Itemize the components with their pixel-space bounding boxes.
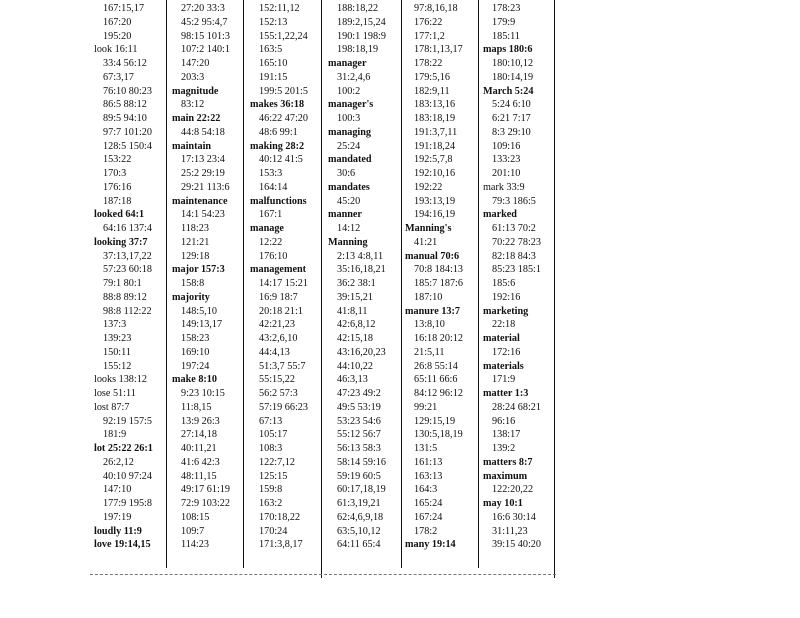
index-term: matters 8:7	[483, 456, 533, 468]
index-locator-line: 197:19	[103, 511, 132, 523]
index-term: manager's	[328, 99, 374, 111]
index-locator-line: 164:14	[259, 181, 288, 193]
index-locator-line: 60:17,18,19	[337, 484, 386, 496]
index-locator-line: 79:3 186:5	[492, 195, 536, 207]
index-term: mark 33:9	[483, 181, 525, 193]
index-locator-line: 43:16,20,23	[337, 346, 386, 358]
index-term: magnitude	[172, 85, 219, 97]
index-locator-line: 49:5 53:19	[337, 401, 381, 413]
index-locator-line: 64:16 137:4	[103, 223, 152, 234]
index-locator-line: 26:2,12	[103, 456, 134, 468]
index-locator-line: 147:20	[181, 58, 210, 69]
index-locator-line: 153:22	[103, 154, 132, 166]
index-locator-line: 100:2	[337, 85, 361, 97]
index-locator-line: 193:13,19	[414, 195, 456, 207]
index-term: major 157:3	[172, 264, 225, 276]
index-locator-line: 31:2,4,6	[337, 71, 371, 83]
index-term: looks 138:12	[94, 374, 147, 386]
index-locator-line: 14:17 15:21	[259, 278, 308, 289]
index-locator-line: 51:3,7 55:7	[259, 360, 306, 372]
index-locator-line: 16:6 30:14	[492, 511, 536, 523]
index-locator-line: 33:4 56:12	[103, 58, 147, 69]
index-term: manure 13:7	[405, 305, 460, 317]
index-locator-line: 152:13	[259, 16, 288, 28]
index-locator-line: 181:9	[103, 429, 127, 441]
index-locator-line: 31:11,23	[492, 525, 528, 537]
index-locator-line: 182:9,11	[414, 85, 450, 97]
index-locator-line: 89:5 94:10	[103, 113, 147, 124]
index-locator-line: 70:8 184:13	[414, 264, 463, 276]
index-locator-line: 2:13 4:8,11	[337, 250, 384, 262]
index-locator-line: 83:12	[181, 99, 205, 111]
index-locator-line: 176:22	[414, 16, 443, 28]
index-locator-line: 36:2 38:1	[337, 278, 376, 289]
index-locator-line: 20:18 21:1	[259, 305, 303, 317]
index-locator-line: 14:12	[337, 223, 361, 234]
index-locator-line: 185:11	[492, 30, 520, 42]
index-locator-line: 172:16	[492, 346, 521, 358]
index-locator-line: 25:2 29:19	[181, 168, 225, 179]
index-locator-line: 41:21	[414, 236, 438, 248]
index-locator-line: 165:24	[414, 498, 443, 509]
index-locator-line: 70:22 78:23	[492, 236, 541, 248]
index-locator-line: 41:6 42:3	[181, 456, 220, 468]
index-term: manner	[328, 209, 362, 221]
index-term: management	[250, 264, 307, 276]
column-divider	[166, 0, 167, 568]
index-locator-line: 180:14,19	[492, 71, 534, 83]
index-locator-line: 122:20,22	[492, 484, 534, 496]
index-locator-line: 30:6	[337, 168, 356, 179]
index-locator-line: 167:20	[103, 16, 132, 28]
index-locator-line: 57:23 60:18	[103, 264, 152, 276]
index-locator-line: 16:9 18:7	[259, 291, 298, 303]
index-locator-line: 55:15,22	[259, 374, 295, 386]
index-term: makes 36:18	[250, 99, 305, 111]
index-locator-line: 155:12	[103, 360, 132, 372]
index-locator-line: 8:3 29:10	[492, 126, 531, 138]
index-locator-line: 129:18	[181, 250, 210, 262]
index-locator-line: 16:18 20:12	[414, 333, 463, 344]
index-locator-line: 176:10	[259, 250, 288, 262]
index-locator-line: 122:7,12	[259, 456, 295, 468]
index-locator-line: 191:18,24	[414, 140, 456, 152]
index-term: make 8:10	[172, 374, 217, 386]
index-term: love 19:14,15	[94, 539, 151, 551]
index-locator-line: 192:22	[414, 181, 443, 193]
index-locator-line: 170:18,22	[259, 511, 301, 523]
index-locator-line: 195:20	[103, 30, 132, 42]
index-term: material	[483, 333, 520, 344]
index-term: managing	[328, 126, 372, 138]
index-term: marked	[483, 209, 517, 221]
index-locator-line: 62:4,6,9,18	[337, 511, 384, 523]
index-term: matter 1:3	[483, 388, 529, 399]
index-locator-line: 48:11,15	[181, 470, 217, 482]
index-locator-line: 96:16	[492, 415, 516, 427]
index-locator-line: 167:1	[259, 209, 283, 221]
index-locator-line: 57:19 66:23	[259, 401, 308, 413]
index-locator-line: 43:2,6,10	[259, 333, 298, 344]
index-locator-line: 155:1,22,24	[259, 30, 308, 42]
index-locator-line: 125:15	[259, 470, 288, 482]
index-locator-line: 169:10	[181, 346, 210, 358]
index-locator-line: 65:11 66:6	[414, 374, 458, 386]
index-term: Manning's	[405, 223, 452, 234]
index-column-5	[405, 2, 481, 552]
index-term: maximum	[483, 470, 528, 482]
index-locator-line: 98:8 112:22	[103, 305, 152, 317]
column-divider	[243, 0, 244, 568]
index-locator-line: 170:24	[259, 525, 288, 537]
index-locator-line: 198:18,19	[337, 44, 379, 56]
index-locator-line: 191:15	[259, 71, 288, 83]
index-term: main 22:22	[172, 113, 221, 124]
index-term: making 28:2	[250, 140, 305, 152]
index-locator-line: 191:3,7,11	[414, 126, 458, 138]
index-locator-line: 86:5 88:12	[103, 99, 147, 111]
index-locator-line: 149:13,17	[181, 319, 223, 331]
index-locator-line: 139:2	[492, 443, 516, 454]
index-locator-line: 49:17 61:19	[181, 484, 230, 496]
index-locator-line: 150:11	[103, 346, 131, 358]
index-locator-line: 147:10	[103, 484, 132, 496]
index-locator-line: 27:20 33:3	[181, 3, 225, 14]
index-locator-line: 56:2 57:3	[259, 388, 298, 399]
index-term: lose 51:11	[94, 388, 136, 399]
index-term: maintain	[172, 140, 212, 152]
index-locator-line: 28:24 68:21	[492, 401, 541, 413]
index-column-3	[250, 2, 326, 552]
index-locator-line: 187:18	[103, 195, 132, 207]
index-locator-line: 185:7 187:6	[414, 278, 463, 289]
index-locator-line: 178:23	[492, 3, 521, 14]
index-term: Manning	[328, 236, 368, 248]
column-divider	[554, 0, 555, 578]
index-term: maintenance	[172, 195, 228, 207]
index-locator-line: 192:5,7,8	[414, 154, 453, 166]
index-locator-line: 39:15 40:20	[492, 539, 541, 551]
index-term: lot 25:22 26:1	[94, 443, 153, 454]
index-locator-line: 5:24 6:10	[492, 99, 531, 111]
column-divider	[321, 0, 322, 578]
index-locator-line: 99:21	[414, 401, 438, 413]
index-locator-line: 100:3	[337, 113, 361, 124]
index-locator-line: 187:10	[414, 291, 443, 303]
index-locator-line: 84:12 96:12	[414, 388, 463, 399]
index-locator-line: 189:2,15,24	[337, 16, 386, 28]
index-locator-line: 177:9 195:8	[103, 498, 152, 509]
index-locator-line: 53:23 54:6	[337, 415, 381, 427]
index-locator-line: 21:5,11	[414, 346, 445, 358]
index-term: malfunctions	[250, 195, 307, 207]
index-locator-line: 176:16	[103, 181, 132, 193]
index-locator-line: 183:13,16	[414, 99, 456, 111]
index-locator-line: 79:1 80:1	[103, 278, 142, 289]
index-locator-line: 148:5,10	[181, 305, 217, 317]
index-locator-line: 14:1 54:23	[181, 209, 225, 221]
index-locator-line: 29:21 113:6	[181, 181, 230, 193]
index-term: looking 37:7	[94, 236, 148, 248]
index-term: manual 70:6	[405, 250, 460, 262]
index-locator-line: 171:9	[492, 374, 516, 386]
index-locator-line: 194:16,19	[414, 209, 456, 221]
index-locator-line: 163:5	[259, 44, 283, 56]
index-term: many 19:14	[405, 539, 456, 551]
index-locator-line: 46:22 47:20	[259, 113, 308, 124]
index-locator-line: 130:5,18,19	[414, 429, 463, 441]
index-term: looked 64:1	[94, 209, 145, 221]
index-term: look 16:11	[94, 44, 138, 56]
index-locator-line: 9:23 10:15	[181, 388, 225, 399]
index-locator-line: 76:10 80:23	[103, 85, 152, 97]
index-locator-line: 22:18	[492, 319, 516, 331]
index-locator-line: 41:8,11	[337, 305, 368, 317]
index-term: marketing	[483, 305, 529, 317]
index-locator-line: 105:17	[259, 429, 288, 441]
index-locator-line: 183:18,19	[414, 113, 456, 124]
index-locator-line: 179:9	[492, 16, 516, 28]
index-locator-line: 44:10,22	[337, 360, 373, 372]
index-locator-line: 152:11,12	[259, 3, 300, 14]
index-locator-line: 39:15,21	[337, 291, 373, 303]
index-locator-line: 42:15,18	[337, 333, 373, 344]
index-locator-line: 138:17	[492, 429, 521, 441]
index-locator-line: 88:8 89:12	[103, 291, 147, 303]
index-locator-line: 109:7	[181, 525, 205, 537]
index-term: manager	[328, 58, 367, 69]
index-term: majority	[172, 291, 210, 303]
index-locator-line: 203:3	[181, 71, 205, 83]
index-locator-line: 72:9 103:22	[181, 498, 230, 509]
index-locator-line: 46:3,13	[337, 374, 368, 386]
index-locator-line: 27:14,18	[181, 429, 217, 441]
index-locator-line: 133:23	[492, 154, 521, 166]
index-term: loudly 11:9	[94, 525, 142, 537]
index-locator-line: 121:21	[181, 236, 210, 248]
index-locator-line: 192:16	[492, 291, 521, 303]
index-locator-line: 170:3	[103, 168, 127, 179]
column-divider	[401, 0, 402, 568]
index-locator-line: 63:5,10,12	[337, 525, 381, 537]
index-locator-line: 11:8,15	[181, 401, 212, 413]
index-locator-line: 44:4,13	[259, 346, 290, 358]
index-locator-line: 171:3,8,17	[259, 539, 303, 551]
index-locator-line: 177:1,2	[414, 30, 445, 42]
index-locator-line: 188:18,22	[337, 3, 379, 14]
index-locator-line: 97:8,16,18	[414, 3, 458, 14]
index-locator-line: 108:15	[181, 511, 210, 523]
index-locator-line: 6:21 7:17	[492, 113, 531, 124]
index-locator-line: 201:10	[492, 168, 521, 179]
index-column-1	[94, 2, 170, 552]
index-locator-line: 158:23	[181, 333, 210, 344]
index-locator-line: 131:5	[414, 443, 438, 454]
index-locator-line: 45:2 95:4,7	[181, 16, 228, 28]
index-locator-line: 199:5 201:5	[259, 85, 308, 97]
index-locator-line: 158:8	[181, 278, 205, 289]
index-locator-line: 37:13,17,22	[103, 250, 152, 262]
index-column-4	[328, 2, 404, 552]
index-locator-line: 178:2	[414, 525, 438, 537]
index-locator-line: 40:12 41:5	[259, 154, 303, 166]
index-locator-line: 109:16	[492, 140, 521, 152]
index-locator-line: 35:16,18,21	[337, 264, 386, 276]
index-locator-line: 153:3	[259, 168, 283, 179]
index-locator-line: 56:13 58:3	[337, 443, 381, 454]
index-locator-line: 179:5,16	[414, 71, 450, 83]
index-column-6	[483, 2, 559, 552]
index-locator-line: 178:22	[414, 58, 443, 69]
index-locator-line: 82:18 84:3	[492, 250, 536, 262]
index-locator-line: 192:10,16	[414, 168, 456, 179]
index-locator-line: 180:10,12	[492, 58, 534, 69]
index-locator-line: 167:15,17	[103, 3, 145, 14]
index-locator-line: 85:23 185:1	[492, 264, 541, 276]
index-column-2	[172, 2, 248, 552]
index-locator-line: 97:7 101:20	[103, 126, 152, 138]
index-term: maps 180:6	[483, 44, 533, 56]
index-locator-line: 137:3	[103, 319, 127, 331]
index-locator-line: 67:13	[259, 415, 283, 427]
index-locator-line: 64:11 65:4	[337, 539, 381, 551]
index-locator-line: 26:8 55:14	[414, 360, 458, 372]
index-term: March 5:24	[483, 85, 534, 97]
index-term: materials	[483, 360, 524, 372]
index-locator-line: 13:8,10	[414, 319, 445, 331]
index-locator-line: 61:3,19,21	[337, 498, 381, 509]
index-locator-line: 42:6,8,12	[337, 319, 376, 331]
index-locator-line: 163:2	[259, 498, 283, 509]
index-locator-line: 13:9 26:3	[181, 415, 220, 427]
index-term: lost 87:7	[94, 401, 130, 413]
index-locator-line: 48:6 99:1	[259, 126, 298, 138]
index-locator-line: 118:23	[181, 223, 209, 234]
index-locator-line: 129:15,19	[414, 415, 456, 427]
index-locator-line: 108:3	[259, 443, 283, 454]
index-locator-line: 58:14 59:16	[337, 456, 386, 468]
index-term: may 10:1	[483, 498, 523, 509]
bottom-rule	[90, 574, 556, 576]
index-locator-line: 40:11,21	[181, 443, 217, 454]
index-locator-line: 55:12 56:7	[337, 429, 381, 441]
index-locator-line: 167:24	[414, 511, 443, 523]
index-locator-line: 45:20	[337, 195, 361, 207]
index-locator-line: 92:19 157:5	[103, 415, 152, 427]
index-locator-line: 47:23 49:2	[337, 388, 381, 399]
index-locator-line: 114:23	[181, 539, 209, 551]
index-locator-line: 165:10	[259, 58, 288, 69]
index-locator-line: 40:10 97:24	[103, 470, 152, 482]
index-locator-line: 163:13	[414, 470, 443, 482]
index-locator-line: 107:2 140:1	[181, 44, 230, 56]
index-locator-line: 159:8	[259, 484, 283, 496]
index-locator-line: 98:15 101:3	[181, 30, 230, 42]
index-locator-line: 12:22	[259, 236, 283, 248]
column-divider	[478, 0, 479, 568]
index-term: manage	[250, 223, 284, 234]
index-locator-line: 161:13	[414, 456, 443, 468]
index-locator-line: 164:3	[414, 484, 438, 496]
index-locator-line: 139:23	[103, 333, 132, 344]
index-locator-line: 44:8 54:18	[181, 126, 225, 138]
index-locator-line: 61:13 70:2	[492, 223, 536, 234]
index-locator-line: 25:24	[337, 140, 361, 152]
index-locator-line: 67:3,17	[103, 71, 134, 83]
index-term: mandated	[328, 154, 372, 166]
index-locator-line: 42:21,23	[259, 319, 295, 331]
index-locator-line: 128:5 150:4	[103, 140, 152, 152]
index-term: mandates	[328, 181, 370, 193]
index-locator-line: 59:19 60:5	[337, 470, 381, 482]
index-locator-line: 197:24	[181, 360, 210, 372]
index-locator-line: 17:13 23:4	[181, 154, 225, 166]
index-locator-line: 185:6	[492, 278, 516, 289]
index-locator-line: 190:1 198:9	[337, 30, 386, 42]
index-locator-line: 178:1,13,17	[414, 44, 463, 56]
